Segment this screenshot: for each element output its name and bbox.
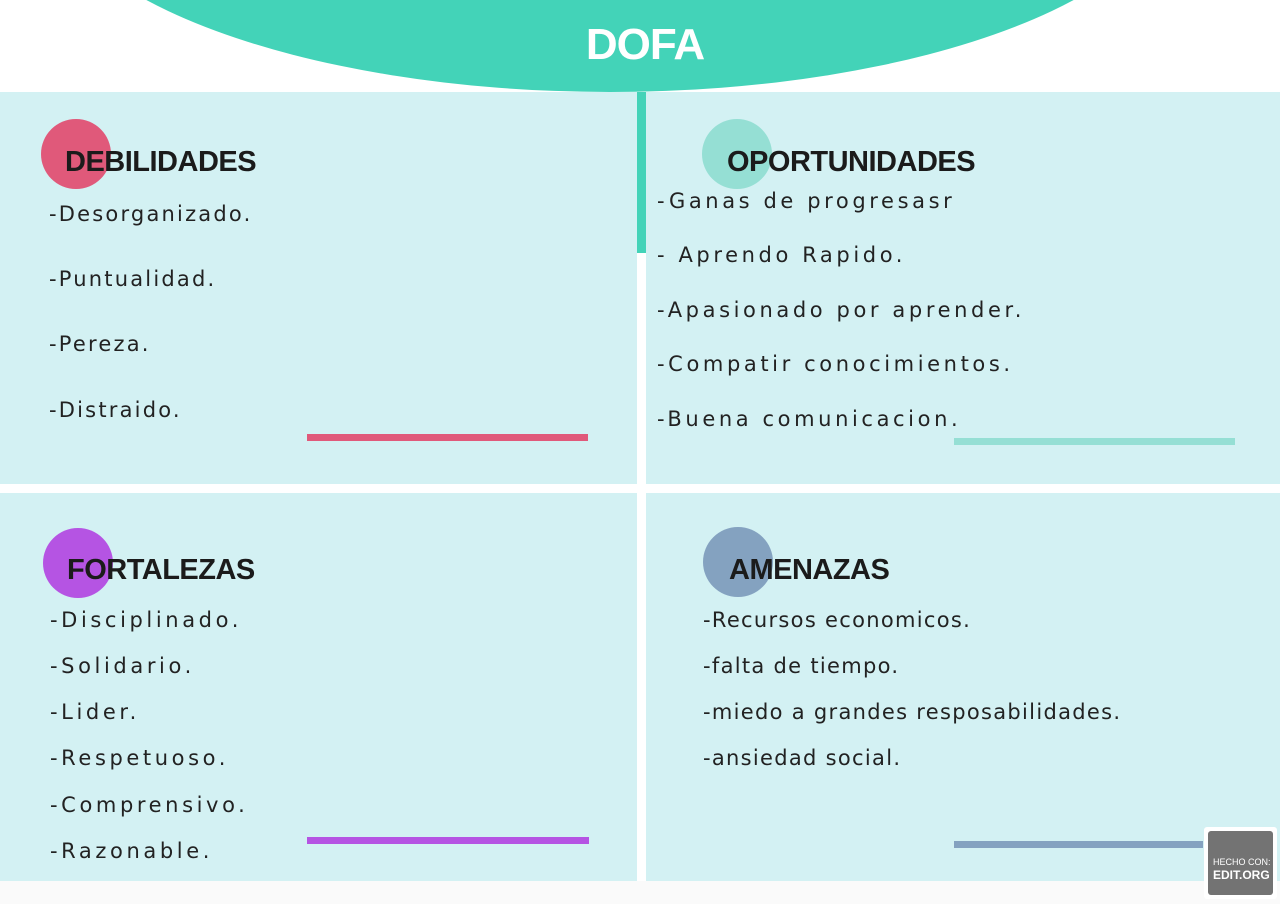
debilidades-item: -Puntualidad. bbox=[49, 267, 217, 291]
amenazas-accent-line bbox=[954, 841, 1203, 848]
amenazas-item: -ansiedad social. bbox=[703, 746, 902, 770]
debilidades-accent-line bbox=[307, 434, 588, 441]
badge-brand: EDIT.ORG bbox=[1213, 868, 1270, 882]
debilidades-item: -Distraido. bbox=[49, 398, 182, 422]
debilidades-item: -Pereza. bbox=[49, 332, 151, 356]
oportunidades-item: - Aprendo Rapido. bbox=[657, 243, 907, 267]
amenazas-heading: AMENAZAS bbox=[729, 554, 890, 586]
fortalezas-item: -Solidario. bbox=[50, 654, 195, 678]
center-accent-bar bbox=[637, 92, 646, 253]
badge-caption: HECHO CON: bbox=[1213, 857, 1271, 867]
bottom-strip bbox=[0, 881, 1280, 904]
fortalezas-heading: FORTALEZAS bbox=[67, 554, 255, 586]
oportunidades-item: -Ganas de progresasr bbox=[657, 189, 956, 213]
page-title: DOFA bbox=[585, 20, 705, 69]
amenazas-item: -miedo a grandes resposabilidades. bbox=[703, 700, 1122, 724]
edit-org-badge[interactable] bbox=[1204, 827, 1277, 899]
fortalezas-accent-line bbox=[307, 837, 589, 844]
amenazas-item: -falta de tiempo. bbox=[703, 654, 900, 678]
oportunidades-item: -Apasionado por aprender. bbox=[657, 298, 1026, 322]
fortalezas-item: -Disciplinado. bbox=[50, 608, 242, 632]
fortalezas-item: -Respetuoso. bbox=[50, 746, 230, 770]
edit-org-badge-inner bbox=[1208, 831, 1273, 895]
amenazas-item: -Recursos economicos. bbox=[703, 608, 972, 632]
oportunidades-heading: OPORTUNIDADES bbox=[727, 146, 976, 178]
oportunidades-item: -Buena comunicacion. bbox=[657, 407, 962, 431]
fortalezas-item: -Lider. bbox=[50, 700, 140, 724]
fortalezas-item: -Comprensivo. bbox=[50, 793, 249, 817]
fortalezas-item: -Razonable. bbox=[50, 839, 213, 863]
oportunidades-item: -Compatir conocimientos. bbox=[657, 352, 1014, 376]
debilidades-heading: DEBILIDADES bbox=[65, 146, 257, 178]
oportunidades-accent-line bbox=[954, 438, 1235, 445]
debilidades-item: -Desorganizado. bbox=[49, 202, 253, 226]
